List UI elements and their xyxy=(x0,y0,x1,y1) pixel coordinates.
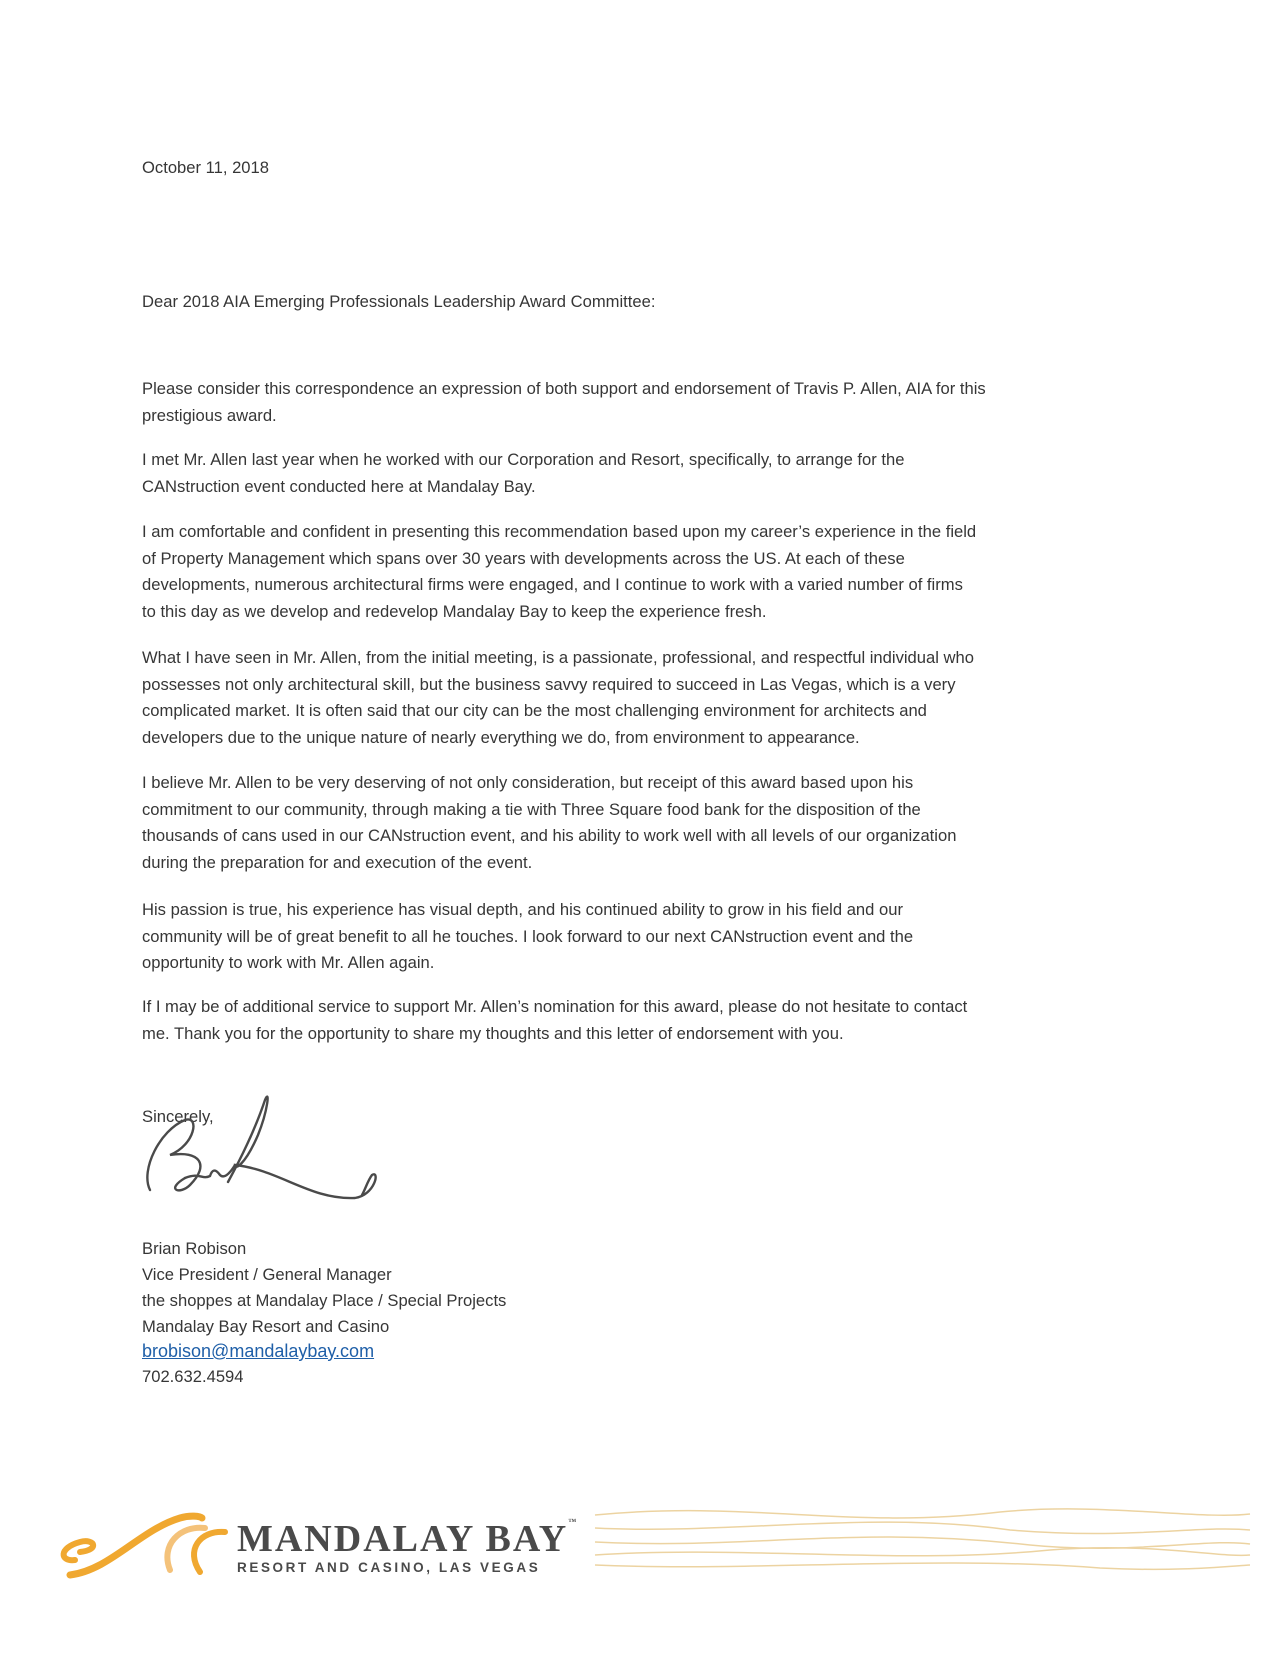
mandalay-bay-logo-waves xyxy=(50,1500,1270,1590)
paragraph-line: to this day as we develop and redevelop Mandalay Bay to keep the experience fresh. xyxy=(142,601,767,621)
handwritten-signature xyxy=(140,1090,400,1240)
paragraph-line: prestigious award. xyxy=(142,405,277,425)
salutation: Dear 2018 AIA Emerging Professionals Leadership Award Committee: xyxy=(142,292,656,311)
logo-name: MANDALAY BAY xyxy=(237,1518,569,1560)
paragraph-line: opportunity to work with Mr. Allen again. xyxy=(142,953,435,972)
paragraph-line: complicated market. It is often said that our city can be the most challenging environment for architects and xyxy=(142,701,927,720)
signer-phone: 702.632.4594 xyxy=(142,1367,244,1386)
body-paragraph xyxy=(142,897,913,977)
signer-name: Brian Robison xyxy=(142,1239,247,1258)
paragraph-line: I believe Mr. Allen to be very deserving of not only consideration, but receipt of this award based upon his xyxy=(142,773,914,792)
signer-title: Vice President / General Manager xyxy=(142,1265,392,1284)
paragraph-line: What I have seen in Mr. Allen, from the initial meeting, is a passionate, professional, and respectful individual who xyxy=(142,648,974,667)
body-paragraph xyxy=(142,645,974,751)
signer-company: Mandalay Bay Resort and Casino xyxy=(142,1317,390,1336)
paragraph-line: CANstruction event conducted here at Mandalay Bay. xyxy=(142,476,536,496)
paragraph-line: possesses not only architectural skill, but the business savvy required to succeed in Las Vegas, which is a very xyxy=(142,674,956,694)
paragraph-line: Please consider this correspondence an expression of both support and endorsement of Travis P. Allen, AIA for this xyxy=(142,379,986,398)
body-paragraph xyxy=(142,994,967,1047)
closing: Sincerely, xyxy=(142,1107,214,1126)
paragraph-line: thousands of cans used in our CANstruction event, and his ability to work well with all levels of our organization xyxy=(142,826,957,845)
paragraph-line: developers due to the unique nature of nearly everything we do, from environment to appearance. xyxy=(142,727,860,747)
paragraph-line: during the preparation for and execution of the event. xyxy=(142,852,533,872)
signer-department: the shoppes at Mandalay Place / Special Projects xyxy=(142,1291,507,1310)
body-paragraph xyxy=(142,519,976,625)
email-link[interactable]: brobison@mandalaybay.com xyxy=(142,1341,375,1361)
paragraph-line: His passion is true, his experience has visual depth, and his continued ability to grow in his field and our xyxy=(142,900,903,919)
body-paragraph xyxy=(142,770,956,876)
body-paragraph xyxy=(142,376,986,429)
paragraph-line: If I may be of additional service to support Mr. Allen’s nomination for this award, please do not hesitate to contact xyxy=(142,997,968,1016)
paragraph-line: of Property Management which spans over 30 years with developments across the US. At each of these xyxy=(142,548,905,568)
logo-tagline: RESORT AND CASINO, LAS VEGAS xyxy=(237,1560,541,1575)
logo-wordmark xyxy=(237,1517,578,1561)
paragraph-line: developments, numerous architectural firms were engaged, and I continue to work with a varied number of firms xyxy=(142,575,963,594)
paragraph-line: I am comfortable and confident in presenting this recommendation based upon my career’s experience in the field xyxy=(142,522,977,541)
body-paragraph xyxy=(142,447,904,500)
paragraph-line: I met Mr. Allen last year when he worked with our Corporation and Resort, specifically, to arrange for the xyxy=(142,450,905,469)
letter-date: October 11, 2018 xyxy=(142,158,269,177)
paragraph-line: me. Thank you for the opportunity to share my thoughts and this letter of endorsement with you. xyxy=(142,1023,844,1043)
paragraph-line: commitment to our community, through making a tie with Three Square food bank for the disposition of the xyxy=(142,799,921,819)
paragraph-line: community will be of great benefit to all he touches. I look forward to our next CANstruction event and the xyxy=(142,926,914,946)
trademark-symbol: ™ xyxy=(568,1517,579,1526)
